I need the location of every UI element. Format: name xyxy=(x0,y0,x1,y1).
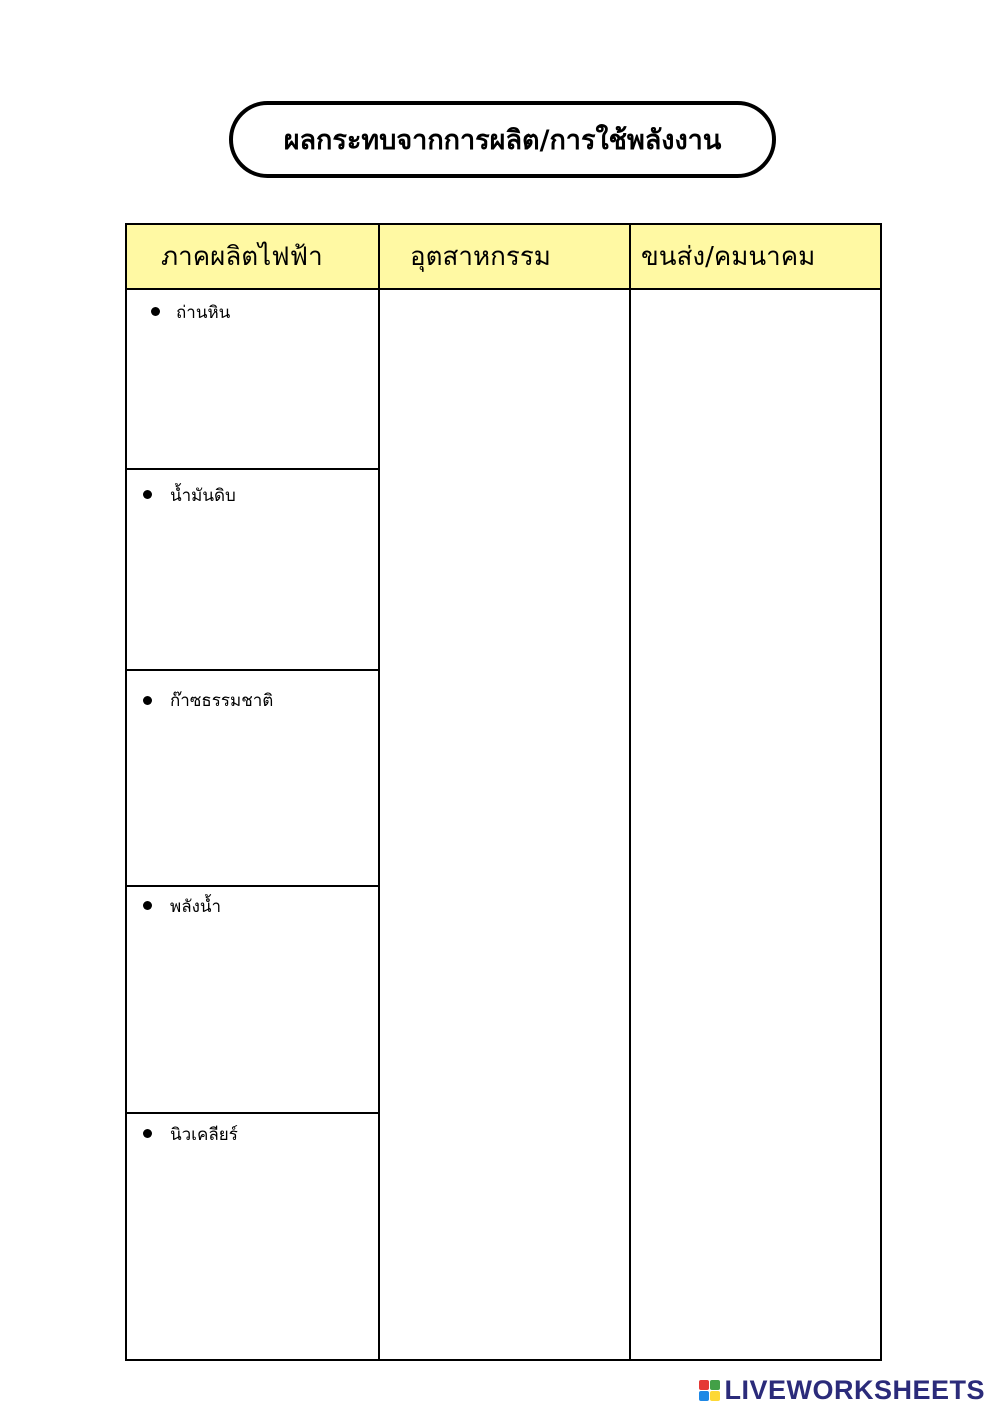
column-header-electricity: ภาคผลิตไฟฟ้า xyxy=(127,225,378,290)
energy-source-label: ก๊าซธรรมชาติ xyxy=(170,691,274,711)
energy-source-cell[interactable] xyxy=(127,671,378,887)
energy-source-cell[interactable] xyxy=(127,470,378,671)
bullet-icon xyxy=(143,1129,152,1138)
energy-source-label: น้ำมันดิบ xyxy=(170,486,236,506)
bullet-icon xyxy=(151,307,160,316)
column-header-transport: ขนส่ง/คมนาคม xyxy=(629,225,880,290)
footer-brand xyxy=(699,1375,985,1406)
bullet-icon xyxy=(143,901,152,910)
transport-column-body[interactable] xyxy=(629,290,880,1359)
impact-table xyxy=(125,223,882,1361)
liveworksheets-logo-icon xyxy=(699,1380,720,1401)
bullet-icon xyxy=(143,696,152,705)
energy-source-label: ถ่านหิน xyxy=(176,303,231,323)
energy-source-cell[interactable] xyxy=(127,1114,378,1359)
energy-source-label: นิวเคลียร์ xyxy=(170,1125,238,1145)
energy-source-cell[interactable] xyxy=(127,887,378,1114)
energy-source-cell[interactable] xyxy=(127,290,378,470)
electricity-column-body xyxy=(127,290,378,1359)
bullet-icon xyxy=(143,490,152,499)
page-title: ผลกระทบจากการผลิต/การใช้พลังงาน xyxy=(229,101,776,178)
industry-column-body[interactable] xyxy=(378,290,629,1359)
energy-source-label: พลังน้ำ xyxy=(170,897,222,917)
brand-text: LIVEWORKSHEETS xyxy=(724,1375,985,1405)
column-header-industry: อุตสาหกรรม xyxy=(378,225,629,290)
